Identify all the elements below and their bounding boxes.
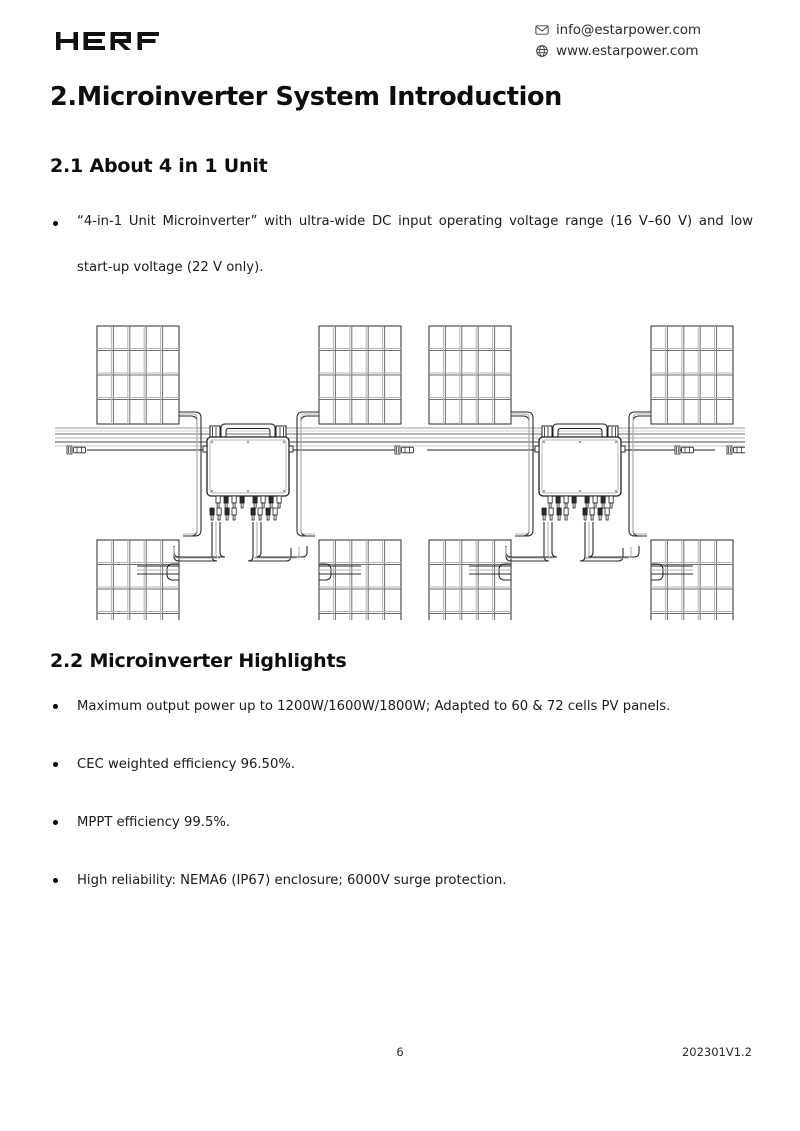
list-item <box>53 814 753 832</box>
document-version: 202301V1.2 <box>681 1045 752 1059</box>
section-heading-2-2: 2.2 Microinverter Highlights <box>50 650 347 672</box>
website-text: www.estarpower.com <box>556 42 699 59</box>
pv-panel-bottom-2 <box>319 540 401 620</box>
ac-connector-4 <box>727 446 745 454</box>
highlight-text: High reliability: NEMA6 (IP67) enclosure; 6000V surge protection. <box>77 873 507 888</box>
bullet-dot-icon <box>53 704 58 709</box>
bullet-dot-icon <box>53 878 58 883</box>
envelope-icon <box>535 23 549 37</box>
email-text: info@estarpower.com <box>556 21 701 38</box>
ac-connector-2 <box>395 446 414 454</box>
about-unit-text: “4-in-1 Unit Microinverter” with ultra-wide DC input operating voltage range (16 V–60 V) and low start-up voltage (22 V only). <box>77 214 753 275</box>
pv-panel-bottom-1 <box>97 540 179 620</box>
section-heading-2-1: 2.1 About 4 in 1 Unit <box>50 155 268 177</box>
page-header <box>0 0 800 70</box>
list-item <box>53 216 753 291</box>
microinverter-system-diagram <box>55 312 745 620</box>
dc-connector-cluster-1b <box>251 508 277 520</box>
herf-wordmark-icon <box>55 28 165 54</box>
list-item <box>53 872 753 890</box>
highlight-text: Maximum output power up to 1200W/1600W/1800W; Adapted to 60 & 72 cells PV panels. <box>77 699 671 714</box>
bullet-dot-icon <box>53 221 58 226</box>
globe-icon <box>535 44 549 58</box>
ac-connector-1 <box>67 446 86 454</box>
pv-panel-top-2 <box>319 326 401 424</box>
dc-connector-cluster-2a <box>542 508 568 520</box>
inverter-unit-1 <box>203 424 293 508</box>
inverter-unit-2 <box>535 424 625 508</box>
page-number: 6 <box>396 1045 404 1059</box>
pv-panel-top-1 <box>97 326 179 424</box>
list-item <box>53 756 753 774</box>
ac-connector-3 <box>675 446 694 454</box>
contact-website[interactable] <box>535 41 755 60</box>
contact-email[interactable] <box>535 20 755 39</box>
mounting-rail <box>55 428 745 446</box>
pv-panel-bottom-3 <box>429 540 511 620</box>
page-title: 2.Microinverter System Introduction <box>50 82 562 112</box>
bullet-dot-icon <box>53 762 58 767</box>
highlight-text: MPPT efficiency 99.5%. <box>77 815 231 830</box>
bullet-dot-icon <box>53 820 58 825</box>
list-item <box>53 698 753 716</box>
pv-panel-bottom-4 <box>651 540 733 620</box>
page-footer <box>0 1045 800 1065</box>
contact-info <box>535 20 755 62</box>
dc-connector-cluster-1a <box>210 508 236 520</box>
dc-connector-cluster-2b <box>583 508 609 520</box>
highlight-text: CEC weighted efficiency 96.50%. <box>77 757 296 772</box>
pv-panel-top-4 <box>651 326 733 424</box>
pv-panel-top-3 <box>429 326 511 424</box>
